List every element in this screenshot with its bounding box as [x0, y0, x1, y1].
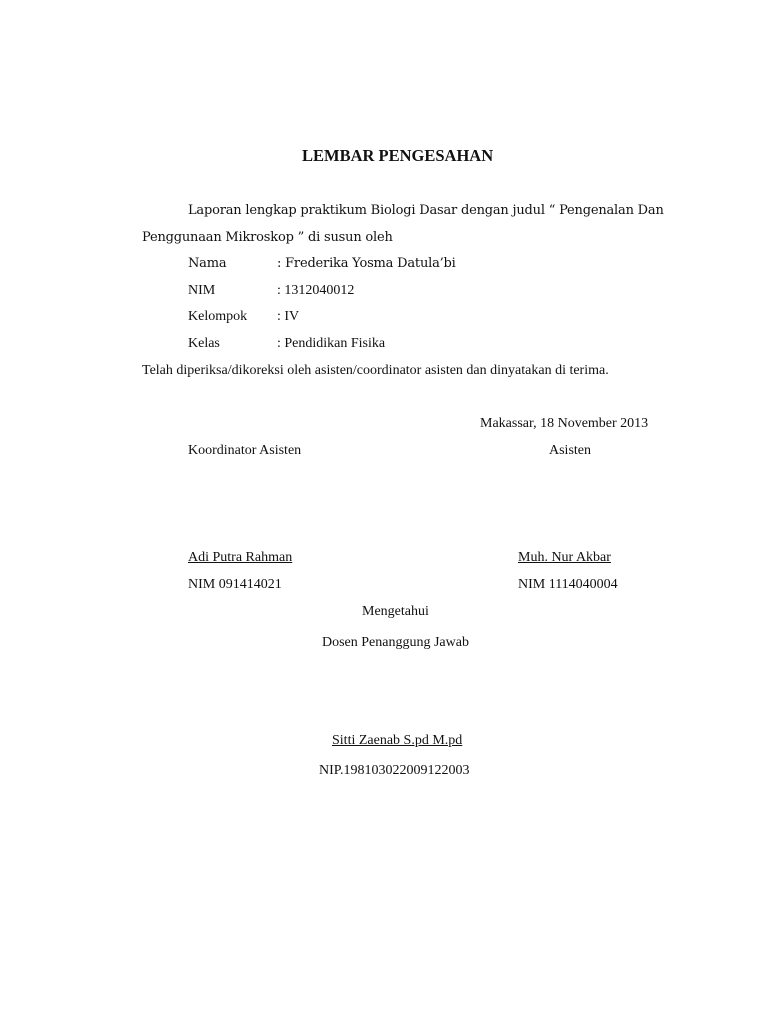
center-signer-role: Dosen Penanggung Jawab [322, 635, 469, 650]
field-value-nama: : Frederika Yosma Datula’bi [277, 256, 456, 271]
intro-line-2: Penggunaan Mikroskop ” di susun oleh [142, 230, 393, 245]
right-signer-role: Asisten [549, 443, 591, 458]
field-value-kelompok: : IV [277, 309, 300, 324]
field-label-kelas: Kelas [188, 336, 220, 351]
center-signer-id: NIP.198103022009122003 [319, 763, 470, 778]
left-signer-name: Adi Putra Rahman [188, 550, 293, 565]
center-signer-name: Sitti Zaenab S.pd M.pd [332, 733, 463, 748]
place-date: Makassar, 18 November 2013 [480, 416, 649, 431]
field-label-nama: Nama [188, 256, 227, 271]
page-title: LEMBAR PENGESAHAN [302, 146, 494, 165]
left-signer-id: NIM 091414021 [188, 577, 282, 592]
field-value-nim: : 1312040012 [277, 283, 355, 298]
right-signer-name: Muh. Nur Akbar [518, 550, 611, 565]
field-value-kelas: : Pendidikan Fisika [277, 336, 386, 351]
intro-line-1: Laporan lengkap praktikum Biologi Dasar dengan judul “ Pengenalan Dan [188, 203, 664, 218]
left-signer-role: Koordinator Asisten [188, 443, 302, 458]
statement-text: Telah diperiksa/dikoreksi oleh asisten/coordinator asisten dan dinyatakan di terima. [142, 363, 609, 378]
acknowledge-text: Mengetahui [362, 604, 429, 619]
right-signer-id: NIM 1114040004 [518, 577, 618, 592]
field-label-nim: NIM [188, 283, 216, 298]
field-label-kelompok: Kelompok [188, 309, 248, 324]
